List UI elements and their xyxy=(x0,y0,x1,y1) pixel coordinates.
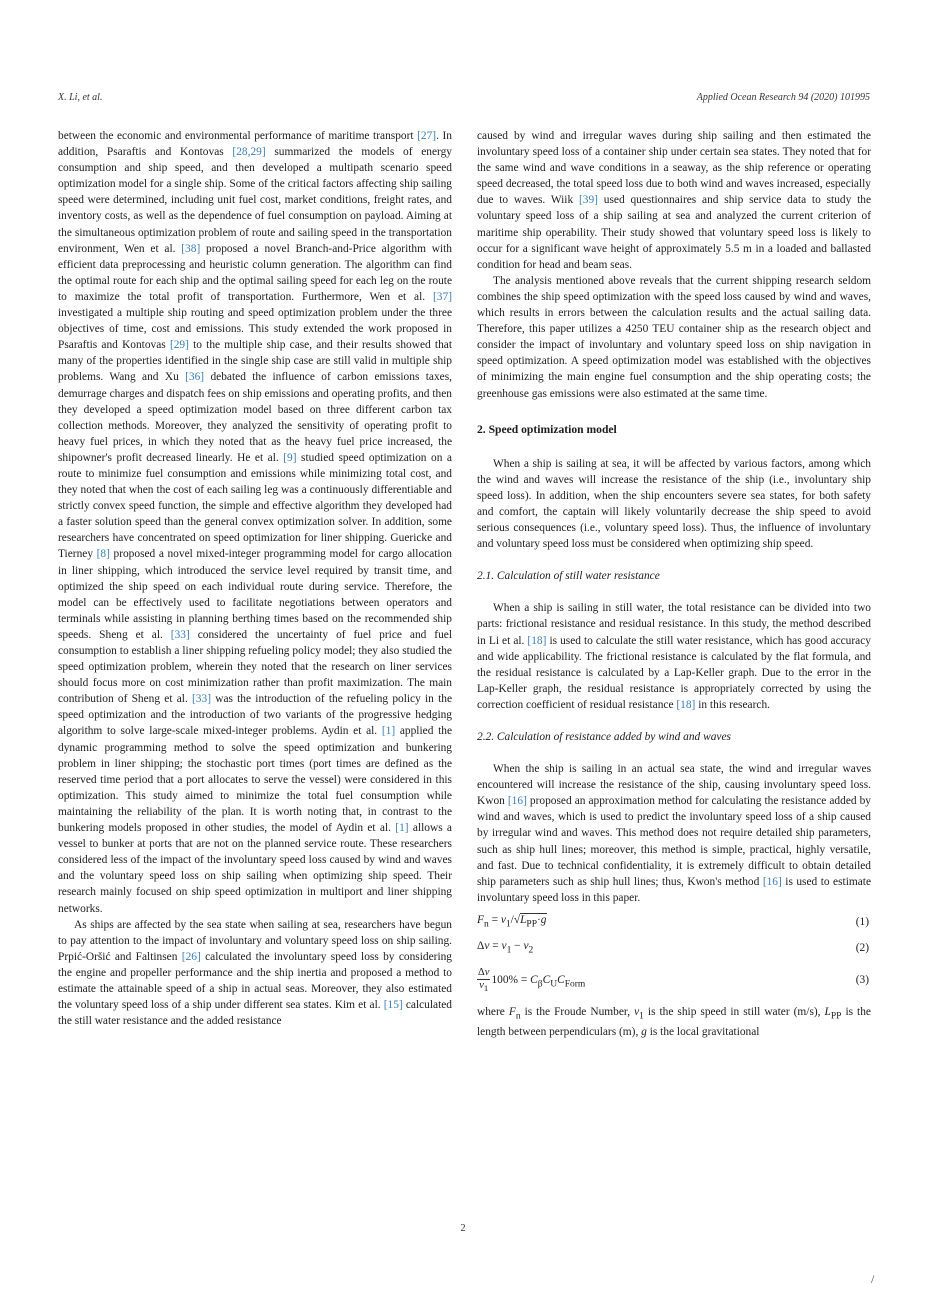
paragraph: The analysis mentioned above reveals that the current shipping research seldom combines the ship speed optimization with the speed loss caused by wind and waves, which results in errors between the calculation results and the actual sailing data. Therefore, this paper utilizes a 4250 TEU container ship as the research object and consider the impact of involuntary and voluntary speed loss on ship navigation in speed optimization. A speed optimization model was established with the objectives of minimizing the main engine fuel consumption and the ship operating costs; the greenhouse gas emissions were also estimated at the same time. xyxy=(477,274,871,400)
equation-body: $\frac{\Delta v}{v_1}$ $100\% = C_\beta C_UC_{Form}$ xyxy=(478,966,586,993)
citation-link[interactable]: [9] xyxy=(283,451,297,464)
citation-link[interactable]: [8] xyxy=(96,548,110,561)
citation-link[interactable]: [18] xyxy=(527,634,547,647)
running-header-authors: X. Li, et al. xyxy=(58,92,103,103)
citation-link[interactable]: [16] xyxy=(762,875,782,888)
citation-link[interactable]: [33] xyxy=(192,693,211,706)
right-column xyxy=(477,128,871,1040)
corner-mark: / xyxy=(871,1272,875,1286)
citation-link[interactable]: [15] xyxy=(383,999,403,1012)
citation-link[interactable]: [38] xyxy=(181,242,201,255)
equation-body: $F_n = v_1/√L_{PP}\cdot g$ xyxy=(477,913,547,930)
equation-number: (1) xyxy=(855,916,869,929)
paragraph: As ships are affected by the sea state when sailing at sea, researchers have begun to pay attention to the impact of involuntary and voluntary speed loss on ship sailing. Prpić-Oršić and Faltinsen [26] calculated the involuntary speed loss by considering the engine and propeller performance and the ship inertia and proposed a method to estimate the attainable speed of a ship in actual seas. Moreover, they also estimated the voluntary speed loss of a ship under different sea states. Kim et al. [15] calculated the still water resistance and the added resistance xyxy=(58,918,452,1028)
citation-link[interactable]: [16] xyxy=(507,795,527,808)
paragraph: caused by wind and irregular waves during ship sailing and then estimated the involuntary speed loss of a container ship under certain sea states. They noted that for the same wind and wave conditions in a seaway, as the ship reference or operating speed decreased, the total speed loss due to both wind and waves increased, especially due to waves. Wiik [39] used questionnaires and ship service data to study the voluntary speed loss of a ship sailing at sea and analyzed the current criterion of maritime ship operability. Their study showed that voluntary speed loss is likely to occur for a significant wave height of approximately 5.5 m in a loaded and ballasted condition for head and beam seas. xyxy=(477,130,871,271)
page-number: 2 xyxy=(460,1223,466,1234)
section-heading: 2. Speed optimization model xyxy=(477,422,617,436)
citation-link[interactable]: [26] xyxy=(181,950,201,963)
citation-link[interactable]: [29] xyxy=(169,339,189,352)
paragraph: When the ship is sailing in an actual sea state, the wind and irregular waves encountered will increase the resistance of the ship, causing involuntary speed loss. Kwon [16] proposed an approximation method for calculating the resistance added by wind and waves, which is used to predict the involuntary speed loss of a ship caused by irregular wind and waves. This method does not require detailed ship parameters, such as ship hull lines; moreover, this method is simple, practical, highly versatile, and fast. Due to technical confidentiality, it is extremely difficult to obtain detailed ship parameters such as ship hull lines; thus, Kwon's method [16] is used to estimate involuntary speed loss in this paper. xyxy=(477,763,871,904)
paragraph: When a ship is sailing in still water, the total resistance can be divided into two parts: frictional resistance and residual resistance. In this study, the method described in Li et al. [18] is used to calculate the still water resistance, which has good accuracy and wide applicability. The frictional resistance is calculated by the flat formula, and the residual resistance is calculated by a Lap-Keller graph. Due to the error in the Lap-Keller graph, the residual resistance is appropriately corrected by using the correction coefficient of residual resistance [18] in this research. xyxy=(477,602,871,711)
citation-link[interactable]: [1] xyxy=(395,822,409,835)
equation-speed-loss xyxy=(477,938,871,958)
citation-link[interactable]: [27] xyxy=(417,130,437,142)
equation-number: (3) xyxy=(855,974,869,987)
paragraph: where $F_n$ is the Froude Number, $v_1$ is the ship speed in still water (m/s), $L_{PP}$ is the length between perpendiculars (m), g is the local gravitational xyxy=(477,1005,871,1039)
paragraph: between the economic and environmental performance of maritime transport [27]. In addition, Psaraftis and Kontovas [28,29] summarized the models of energy consumption and ship speed, and then developed a multipath scenario speed optimization model for a single ship. Some of the critical factors affecting ship sailing speed were determined, including unit fuel cost, market conditions, freight rates, and inventory costs, as well as the dependence of fuel consumption on payload. Aiming at the simultaneous optimization problem of route and sailing speed in the transportation environment, Wen et al. [38] proposed a novel Branch-and-Price algorithm with efficient data preprocessing and heuristic column generation. The algorithm can find the optimal route for each ship and the optimal sailing speed for each leg on the route to maximize the total profit of transportation. Furthermore, Wen et al. [37] investigated a multiple ship routing and speed optimization problem under the three objectives of time, cost and emissions. This study extended the work proposed in Psaraftis and Kontovas [29] to the multiple ship case, and their results showed that many of the properties identified in the single ship case are still valid in multiple ship problems. Wang and Xu [36] debated the influence of carbon emissions taxes, demurrage charges and dispatch fees on ship emissions and operating profits, and then they developed a speed optimization model based on three different carbon tax collection methods. Moreover, they analyzed the sensitivity of operating profit to heavy fuel prices, in which they noted that as the heavy fuel price increased, the shipowner's profit decreased linearly. He et al. [9] studied speed optimization on a route to minimize fuel consumption and emissions while minimizing total cost, and they noted that when the cost of each sailing leg was a continuously differentiable and strictly convex speed function, the simple and effective algorithm they developed had a faster solution speed than the general convex optimization solver. In addition, some researchers have concentrated on speed optimization for liner shipping. Guericke and Tierney [8] proposed a novel mixed-integer programming model for cargo allocation in liner shipping, which introduced the service level required by transit time, and optimized the ship speed on each individual route during service. Therefore, the model can be effectively used to facilitate negotiations between operators and terminals while assisting in planning berthing times based on the recommended ship speeds. Sheng et al. [33] considered the uncertainty of fuel price and fuel consumption to establish a liner shipping refueling policy model; they also studied the speed optimization problem, wherein they noted that the research on liner services should focus more on cost minimization rather than profit maximization. The main contribution of Sheng et al. [33] was the introduction of the refueling policy in the speed optimization and the introduction of two variants of the progressive hedging algorithm to solve large-scale mixed-integer problems. Aydin et al. [1] applied the dynamic programming method to solve the speed optimization and bunkering problem in liner shipping; the stochastic port times (port times are defined as the reserved time period that a port allocates to serve the vessel) were considered in this optimization. This study aimed to minimize the total fuel consumption while maintaining the reliability of the plan. It is worth noting that, in contrast to the bunkering models proposed in other studies, the model of Aydin et al. [1] allows a vessel to bunker at ports that are not on the planned service route. These researchers considered less of the impact of the involuntary speed loss caused by wind and waves and the voluntary speed loss on ship sailing when optimizing ship speed. Their research mainly focused on ship speed optimization in multiport and liner shipping networks. xyxy=(58,130,453,915)
citation-link[interactable]: [1] xyxy=(381,725,396,738)
citation-link[interactable]: [28,29] xyxy=(232,146,266,159)
equation-froude xyxy=(477,912,871,932)
citation-link[interactable]: [39] xyxy=(578,194,598,207)
running-header-journal: Applied Ocean Research 94 (2020) 101995 xyxy=(696,92,870,103)
left-column xyxy=(58,128,452,1029)
equation-body: $\Delta v = v_1 - v_2$ xyxy=(477,940,534,956)
equation-speed-loss-ratio xyxy=(477,967,871,994)
paragraph: When a ship is sailing at sea, it will be affected by various factors, among which the wind and waves will increase the resistance of the ship (i.e., involuntary ship speed loss). In addition, when the ship encounters severe sea states, for both safety and comfort, the captain will likely voluntarily decrease the ship speed to avoid serious consequences (i.e., voluntary speed loss). Thus, the influence of involuntary and voluntary speed loss must be considered when optimizing ship speed. xyxy=(477,457,871,551)
citation-link[interactable]: [18] xyxy=(676,698,696,711)
subsection-heading: 2.2. Calculation of resistance added by wind and waves xyxy=(477,731,731,743)
subsection-heading: 2.1. Calculation of still water resistance xyxy=(477,570,660,583)
citation-link[interactable]: [33] xyxy=(170,628,190,641)
citation-link[interactable]: [37] xyxy=(433,290,452,303)
citation-link[interactable]: [36] xyxy=(185,371,205,384)
equation-number: (2) xyxy=(855,942,869,955)
